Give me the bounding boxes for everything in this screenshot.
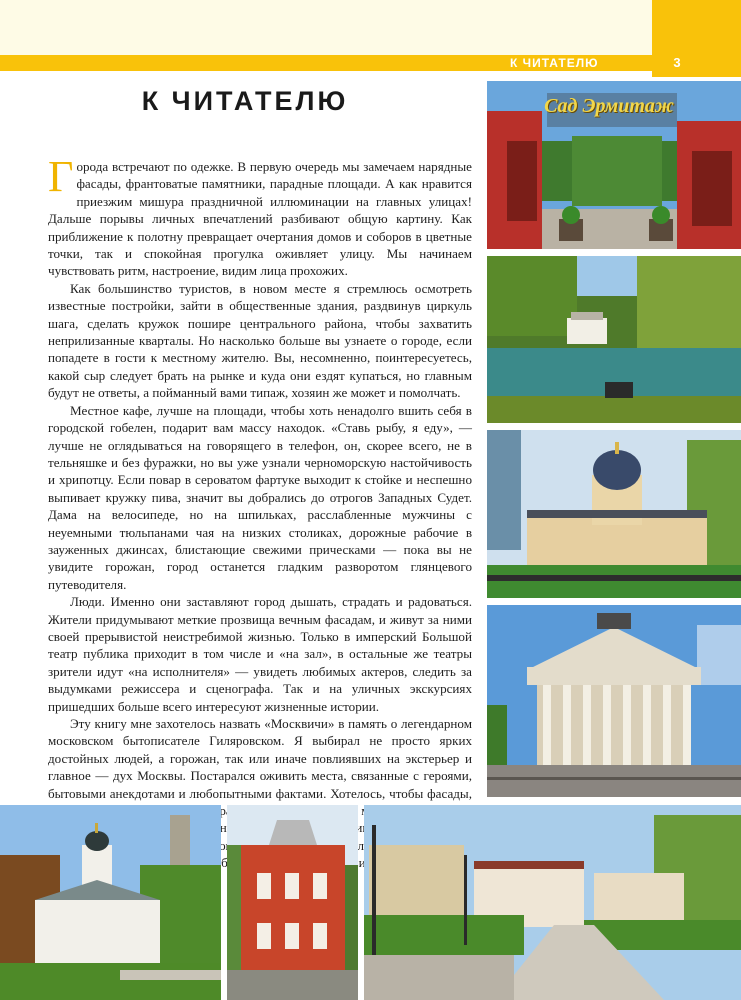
running-header: К ЧИТАТЕЛЮ	[510, 56, 599, 70]
article-text	[48, 152, 472, 889]
paragraph-1-text: орода встречают по одежке. В первую очередь мы замечаем нарядные фасады, франтоватые памятники, парадные площади. А как нравится приезжим мишура праздничной иллюминации на главных улицах! Дальше порывы личных впечатлений разбивают общую картину. Как приближение к полотну превращает очертания домов и соборов в цветные точки, так и спокойная прогулка оживляет улицу. Мы начинаем чувствовать ритм, настроение, видим лица прохожих.	[48, 159, 472, 279]
top-band	[0, 0, 652, 55]
paragraph-3: Местное кафе, лучше на площади, чтобы хоть ненадолго вшить себя в городской гобелен, подарит вам массу находок. «Ставь рыбу, я еду», — лучше не оглядываться на говорящего в телефон, он, скорее всего, не в тельняшке и без фуражки, но вы уже узнали черноморскую настойчивость и хрипотцу. Если повар в сероватом фартуке выходит к стойке и неспешно выпивает кружку пива, значит вы добрались до отрогов Западных Судет. Дама на велосипеде, но на шпильках, расслабленные мужчины с неуемными тюльпанами чая на низких столиках, дорожные рабочие в зауженных джинсах, блистающие свежими прическами — пока вы не увидите горожан, город останется гладким разворотом глянцевого путеводителя.	[48, 402, 472, 592]
photo-theatre	[487, 605, 741, 797]
photo-church	[487, 430, 741, 598]
paragraph-2: Как большинство туристов, в новом месте я стремлюсь осмотреть известные постройки, зайти в общественные здания, раздвинув циркуль шага, сделать кружок пошире центрального района, чтобы захватить неприлизанные кварталы. Но насколько больше вы узнаете о городе, если попадете в гости к местному жителю. Вы, несомненно, поинтересуетесь, какой сыр следует брать на рынке и куда они ездят купаться, но главным будут не ответы, а пойманный вами типаж, хозяин же может и помолчать.	[48, 280, 472, 401]
photo-white-church	[0, 805, 221, 1000]
photo-red-house	[227, 805, 358, 1000]
photo-pond-park	[487, 256, 741, 423]
hermitage-sign: Сад Эрмитаж	[544, 95, 674, 117]
page-title: К ЧИТАТЕЛЮ	[141, 86, 349, 116]
drop-cap: Г	[48, 152, 74, 201]
photo-city-square	[364, 805, 741, 1000]
paragraph-4: Люди. Именно они заставляют город дышать, страдать и радоваться. Жители придумывают меткие прозвища вечным фасадам, и живут за ними своей прерывистой неистребимой жизнью. Только в имперский Большой театр публика приходит в том числе и «на зал», в остальные же театры зрители идут «на исполнителя» — увидеть любимых актеров, следить за выдумками режиссера и сценографа. Так и на уличных экскурсиях пришедших больше всего интересуют жизненные истории.	[48, 594, 472, 714]
page-number: 3	[673, 55, 681, 70]
paragraph-1	[48, 152, 472, 280]
paragraph-5: Эту книгу мне захотелось назвать «Москвичи» в память о легендарном московском бытописателе Гиляровском. Я выбирал не просто ярких достойных людей, а горожан, так или иначе повлиявших на экстерьер и главное — дух Москвы. Постарался оживить места, связанные с героями, бытовыми анекдотами и любопытными фактами. Хотелось, чтобы фасады, Расположены	[48, 716, 472, 853]
photo-hermitage-garden	[487, 81, 741, 249]
